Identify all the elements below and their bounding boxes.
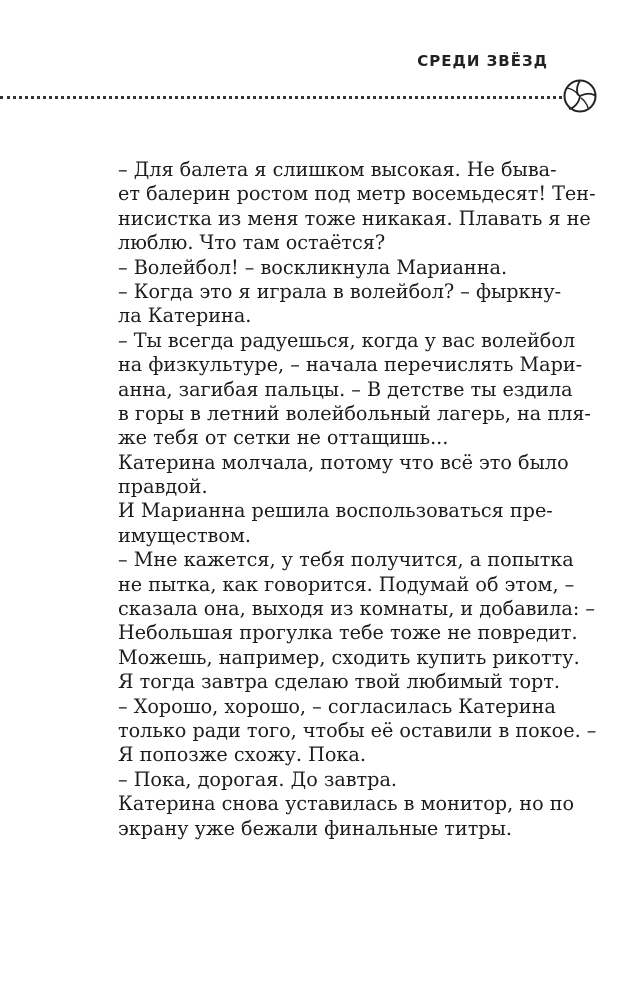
text-line: ла Катерина. bbox=[118, 304, 252, 328]
text-line: экрану уже бежали финальные титры. bbox=[118, 816, 512, 840]
text-line: в горы в летний волейбольный лагерь, на пля- bbox=[118, 401, 591, 425]
text-line: не пытка, как говорится. Подумай об этом, – bbox=[118, 572, 575, 596]
text-line: Катерина снова уставилась в монитор, но по bbox=[118, 792, 575, 816]
text-line: Я тогда завтра сделаю твой любимый торт. bbox=[118, 670, 560, 694]
text-line: – Пока, дорогая. До завтра. bbox=[118, 767, 397, 791]
page-body-text bbox=[118, 158, 597, 841]
text-line: нисистка из меня тоже никакая. Плавать я не bbox=[118, 206, 591, 230]
text-line: имуществом. bbox=[118, 523, 251, 547]
text-line: Можешь, например, сходить купить рикотту. bbox=[118, 645, 580, 669]
text-line: Небольшая прогулка тебе тоже не повредит. bbox=[118, 621, 578, 645]
running-header: СРЕДИ ЗВЁЗД bbox=[417, 52, 548, 70]
text-line: анна, загибая пальцы. – В детстве ты ездила bbox=[118, 377, 573, 401]
text-line: сказала она, выходя из комнаты, и добавила: – bbox=[118, 597, 596, 621]
text-line: ет балерин ростом под метр восемьдесят! Тен- bbox=[118, 182, 596, 206]
text-line: И Марианна решила воспользоваться пре- bbox=[118, 499, 553, 523]
text-line: же тебя от сетки не оттащишь... bbox=[118, 426, 449, 450]
text-line: – Хорошо, хорошо, – согласилась Катерина bbox=[118, 694, 556, 718]
text-line: Я попозже схожу. Пока. bbox=[118, 743, 366, 767]
text-line: – Волейбол! – воскликнула Марианна. bbox=[118, 255, 508, 279]
text-line: – Мне кажется, у тебя получится, а попытка bbox=[118, 548, 574, 572]
text-line: – Для балета я слишком высокая. Не быва- bbox=[118, 158, 557, 181]
text-line: – Ты всегда радуешься, когда у вас волейбол bbox=[118, 328, 576, 352]
volleyball-icon bbox=[562, 78, 598, 114]
text-line: правдой. bbox=[118, 475, 208, 499]
text-line: Катерина молчала, потому что всё это было bbox=[118, 450, 569, 474]
header-dotted-rule bbox=[0, 96, 562, 99]
text-line: только ради того, чтобы её оставили в покое. – bbox=[118, 718, 597, 742]
text-line: на физкультуре, – начала перечислять Мари- bbox=[118, 353, 583, 377]
text-line: – Когда это я играла в волейбол? – фыркну- bbox=[118, 279, 562, 303]
text-line: люблю. Что там остаётся? bbox=[118, 231, 386, 255]
